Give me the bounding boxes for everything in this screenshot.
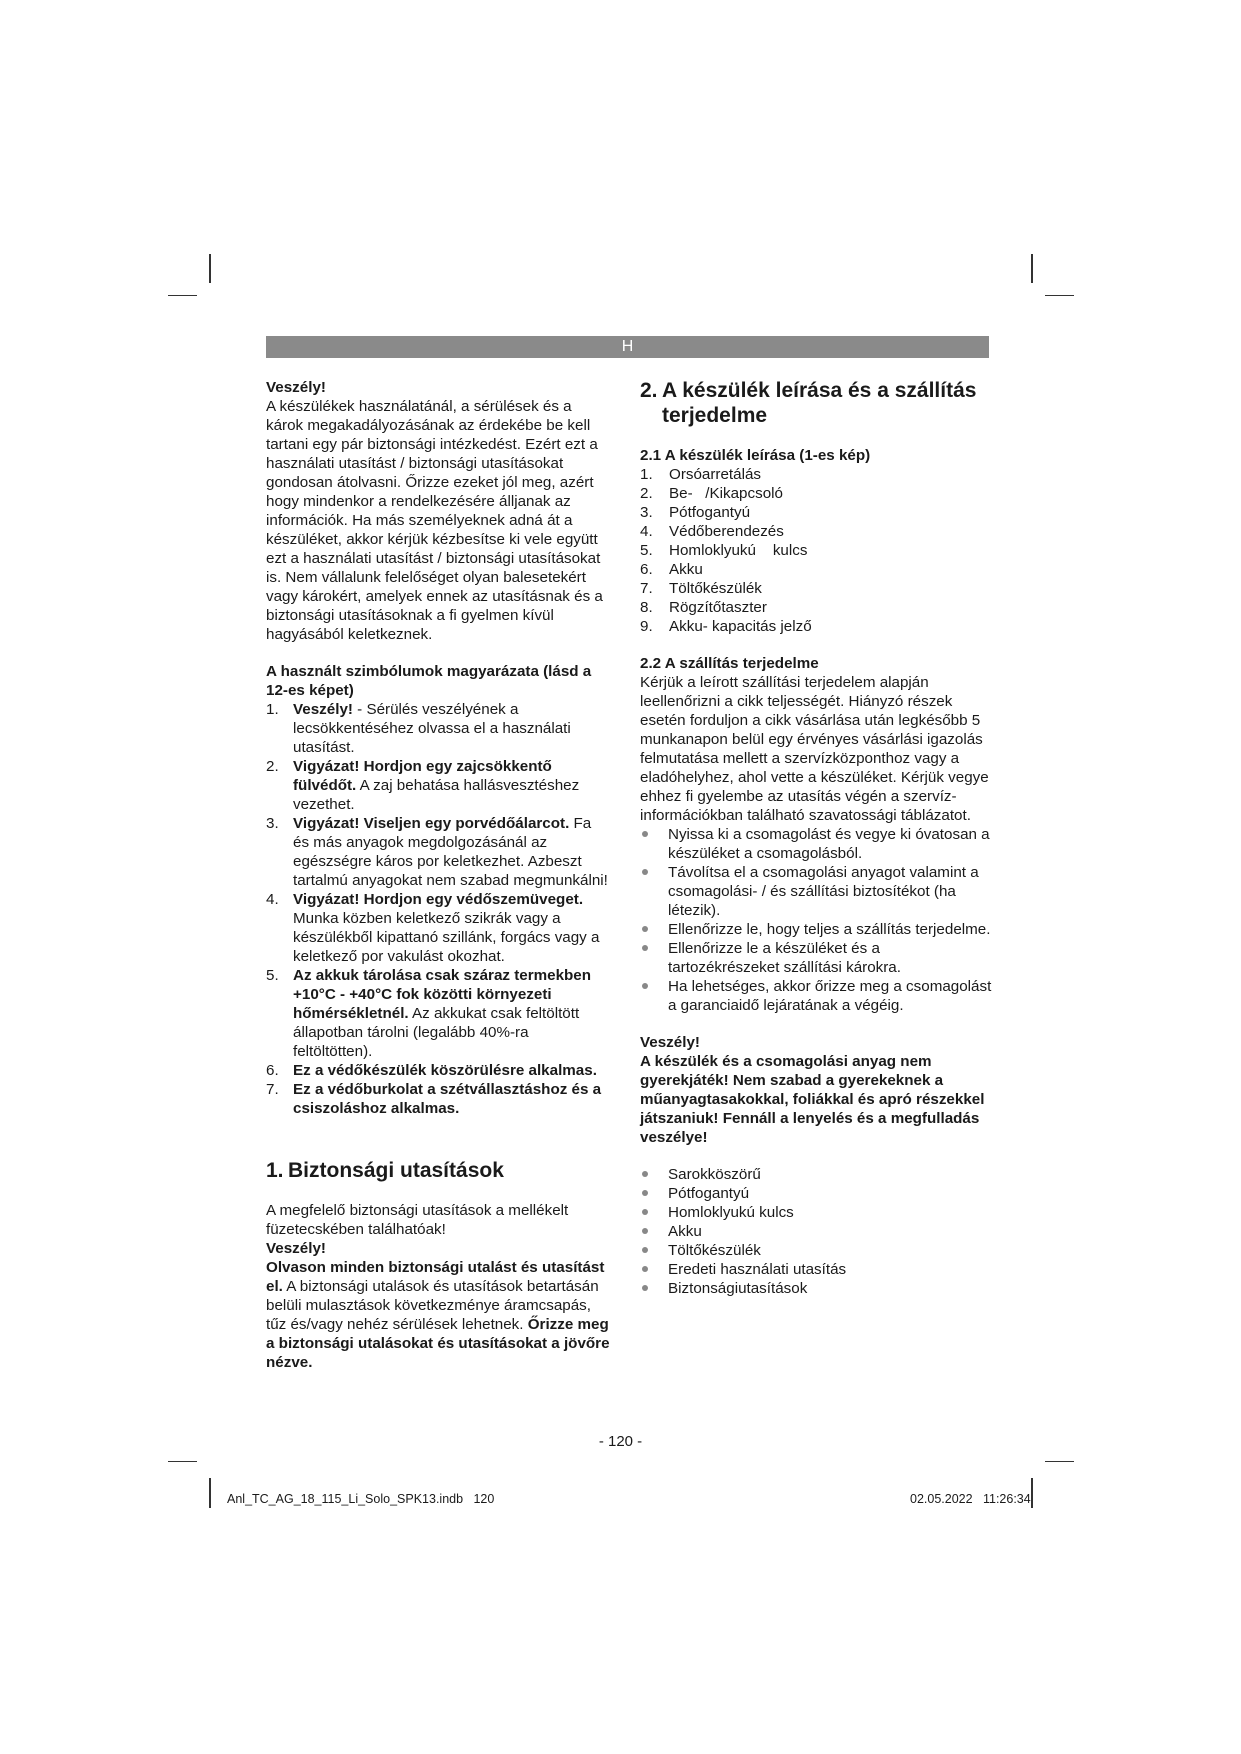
list-item: 2. Vigyázat! Hordjon egy zajcsökkentő fülvédőt. A zaj behatása hallásvesztéshez vezethet. bbox=[266, 758, 580, 813]
safety-danger-title: Veszély! bbox=[266, 1240, 326, 1257]
list-item: Ellenőrizze le a készüléket és a tartozékrészeket szállítási károkra. bbox=[640, 939, 992, 977]
list-item: 1. Veszély! - Sérülés veszélyének a lecsökkentéséhez olvassa el a használati utasítást. bbox=[266, 701, 571, 756]
safety-intro: A megfelelő biztonsági utasítások a mellékelt füzetecskében találhatóak! bbox=[266, 1202, 569, 1238]
language-header-bar bbox=[266, 336, 989, 358]
crop-mark bbox=[168, 1461, 197, 1462]
list-item: Biztonságiutasítások bbox=[640, 1279, 992, 1298]
list-item: 7. Töltőkészülék bbox=[640, 580, 762, 597]
list-item: Sarokköszörű bbox=[640, 1165, 992, 1184]
danger-text: A készülékek használatánál, a sérülések és a károk megakadályozásának az érdekébe be kell tartani egy pár biztonsági intézkedést. Ezért ezt a használati utasítást / biztonsági utasításokat gondosan átolvasni. Őrizze ezeket jól meg, azért hogy mindenkor a rendelkezésére álljanak az információk. Ha más személyeknek adná át a készüléket, akkor kérjük kézbesítse ki vele együtt ezt a használati utasítást / biztonsági utasításokat is. Nem vállalunk felelőséget olyan balesetekért vagy károkért, amelyek ennek az utasításnak és a biztonsági utasításoknak a fi gyelmen kívül hagyásából keletkeznek. bbox=[266, 398, 603, 643]
symbols-title: A használt szimbólumok magyarázata (lásd a 12-es képet) bbox=[266, 663, 592, 699]
unpacking-steps bbox=[640, 825, 992, 1015]
list-item: Távolítsa el a csomagolási anyagot valamint a csomagolási- / és szállítási biztosítékot (ha létezik). bbox=[640, 863, 992, 920]
list-item: 8. Rögzítőtaszter bbox=[640, 599, 767, 616]
crop-mark bbox=[209, 254, 211, 283]
safety-text: Olvason minden biztonsági utalást és utasítást el. A biztonsági utalások és utasítások betartásán belüli mulasztások következménye áramcsapás, tűz és/vagy nehéz sérülések lehetnek. Őrizze meg a biztonsági utalásokat és utasításokat a jövőre nézve. bbox=[266, 1259, 610, 1371]
delivery-text: Kérjük a leírott szállítási terjedelem alapján leellenőrizni a cikk teljességét. Hiányzó részek esetén forduljon a cikk vásárlása után legkésőbb 5 munkanapon belül egy érvényes vásárlási igazolás felmutatása mellett a szervízközponthoz vagy a eladóhelyhez, ahol vette a készüléket. Kérjük vegye ehhez fi gyelembe az utasítás végén a szervíz-információkban található szavatossági táblázatot. bbox=[640, 674, 989, 824]
parts-list bbox=[640, 465, 992, 636]
list-item: 6. Ez a védőkészülék köszörülésre alkalmas. bbox=[266, 1062, 597, 1079]
list-item: 3. Pótfogantyú bbox=[640, 504, 751, 521]
list-item: Nyissa ki a csomagolást és vegye ki óvatosan a készüléket a csomagolásból. bbox=[640, 825, 992, 863]
list-item: 4. Védőberendezés bbox=[640, 523, 784, 540]
list-item: 4. Vigyázat! Hordjon egy védőszemüveget. Munka közben keletkező szikrák vagy a készülékből kipattanó szillánk, forgács vagy a keletkező por vakulást okozhat. bbox=[266, 891, 600, 965]
list-item: 2. Be- /Kikapcsoló bbox=[640, 485, 783, 502]
symbols-list bbox=[266, 700, 611, 1118]
list-item: Eredeti használati utasítás bbox=[640, 1260, 992, 1279]
danger-2-text: A készülék és a csomagolási anyag nem gyerekjáték! Nem szabad a gyerekeknek a műanyagtasakokkal, foliákkal és apró részekkel játszaniuk! Fennáll a lenyelés és a megfulladás veszélye! bbox=[640, 1053, 985, 1146]
delivery-contents-list bbox=[640, 1165, 992, 1298]
crop-mark bbox=[209, 1478, 211, 1508]
list-item: 6. Akku bbox=[640, 561, 703, 578]
danger-2-title: Veszély! bbox=[640, 1034, 700, 1051]
danger-title: Veszély! bbox=[266, 379, 326, 396]
language-code: H bbox=[621, 338, 634, 355]
list-item: Ha lehetséges, akkor őrizze meg a csomagolást a garanciaidő lejáratának a végéig. bbox=[640, 977, 992, 1015]
crop-mark bbox=[1045, 1461, 1074, 1462]
section-2-title: 2. A készülék leírása és a szállítás terjedelme bbox=[640, 379, 977, 427]
list-item: 9. Akku- kapacitás jelző bbox=[640, 618, 812, 635]
crop-mark bbox=[168, 295, 197, 296]
section-1-title: 1. Biztonsági utasítások bbox=[266, 1159, 504, 1182]
list-item: Pótfogantyú bbox=[640, 1184, 992, 1203]
subsection-2-2-title: 2.2 A szállítás terjedelme bbox=[640, 655, 819, 672]
list-item: 3. Vigyázat! Viseljen egy porvédőálarcot. Fa és más anyagok megdolgozásánál az egészségre káros por keletkezhet. Azbeszt tartalmú anyagokat nem szabad megmunkálni! bbox=[266, 815, 608, 889]
list-item: Ellenőrizze le, hogy teljes a szállítás terjedelme. bbox=[640, 920, 992, 939]
list-item: Akku bbox=[640, 1222, 992, 1241]
subsection-2-1-title: 2.1 A készülék leírása (1-es kép) bbox=[640, 447, 871, 464]
list-item: 7. Ez a védőburkolat a szétvállasztáshoz és a csiszoláshoz alkalmas. bbox=[266, 1081, 602, 1117]
list-item: 1. Orsóarretálás bbox=[640, 466, 762, 483]
left-column bbox=[266, 378, 611, 1372]
right-column bbox=[640, 378, 992, 1298]
list-item: Töltőkészülék bbox=[640, 1241, 992, 1260]
list-item: 5. Homloklyukú kulcs bbox=[640, 542, 808, 559]
list-item: 5. Az akkuk tárolása csak száraz termekben +10°C - +40°C fok közötti környezeti hőmérsékletnél. Az akkukat csak feltöltött állapotban tárolni (legalább 40%-ra feltöltötten). bbox=[266, 967, 592, 1060]
crop-mark bbox=[1031, 1478, 1033, 1508]
footer-date: 02.05.2022 11:26:34 bbox=[910, 1492, 1031, 1506]
list-item: Homloklyukú kulcs bbox=[640, 1203, 992, 1222]
crop-mark bbox=[1031, 254, 1033, 283]
footer-file-info: Anl_TC_AG_18_115_Li_Solo_SPK13.indb 120 bbox=[227, 1492, 495, 1506]
page-number: - 120 - bbox=[598, 1433, 643, 1450]
crop-mark bbox=[1045, 295, 1074, 296]
